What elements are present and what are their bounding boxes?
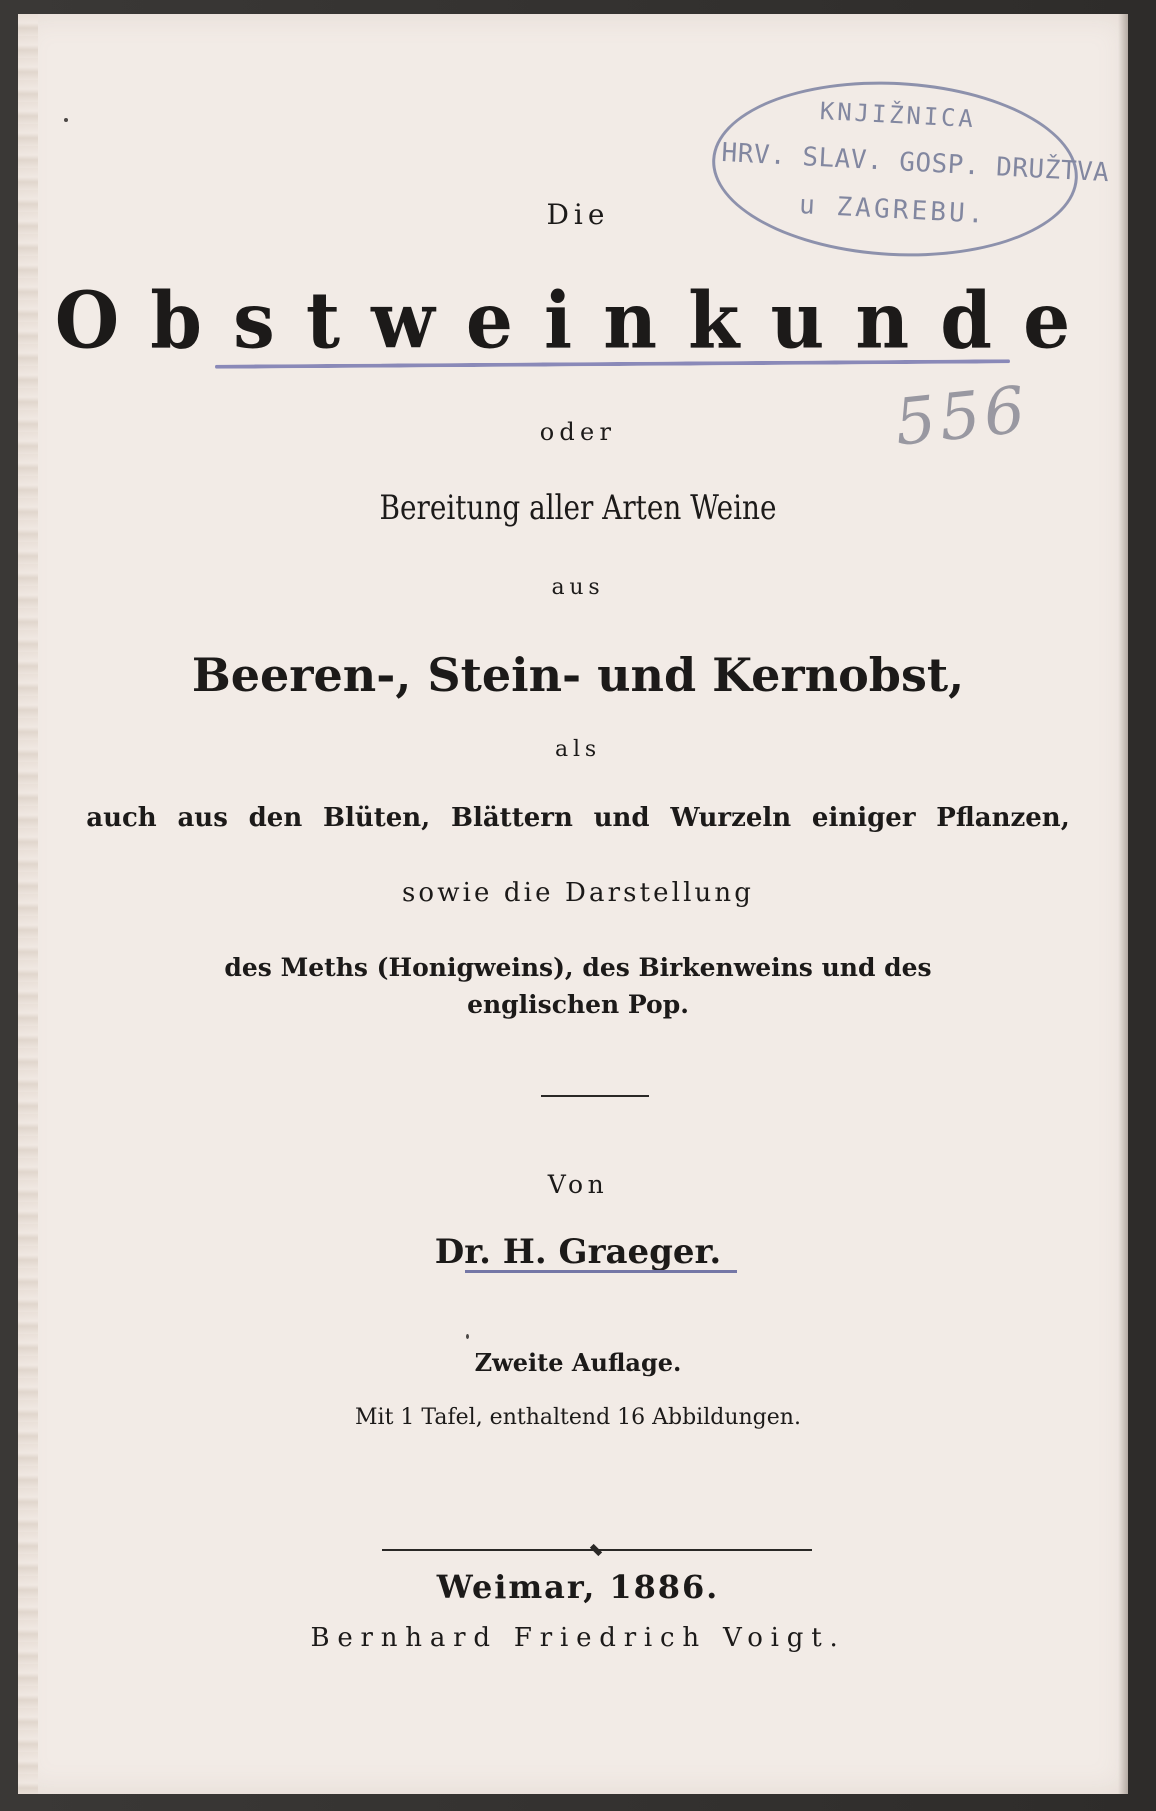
stamp-line-2: HRV. SLAV. GOSP. DRUŽTVA bbox=[720, 137, 1111, 189]
book-title: Obstweinkunde bbox=[54, 275, 1102, 367]
short-divider bbox=[541, 1095, 649, 1097]
author-name: Dr. H. Graeger. bbox=[434, 1232, 722, 1272]
subtitle-beeren: Beeren-, Stein- und Kernobst, bbox=[191, 648, 965, 702]
edition: Zweite Auflage. bbox=[474, 1348, 682, 1377]
subtitle-bereitung: Bereitung aller Arten Weine bbox=[379, 488, 777, 528]
subtitle-als: als bbox=[555, 737, 601, 762]
stamp-line-3: u ZAGREBU. bbox=[798, 190, 988, 230]
stamp-line-1: KNJIŽNICA bbox=[819, 97, 977, 134]
title-article: Die bbox=[546, 198, 610, 231]
subtitle-sowie: sowie die Darstellung bbox=[401, 878, 755, 908]
subtitle-oder: oder bbox=[539, 418, 617, 446]
subtitle-auch: auch aus den Blüten, Blättern und Wurzeln einiger Pflanzen, bbox=[86, 803, 1070, 833]
author-von: Von bbox=[547, 1170, 609, 1199]
plates-note: Mit 1 Tafel, enthaltend 16 Abbildungen. bbox=[355, 1405, 801, 1430]
subtitle-englischen: englischen Pop. bbox=[467, 990, 689, 1019]
author-underline bbox=[465, 1270, 737, 1273]
paper-speck bbox=[64, 118, 68, 122]
subtitle-aus: aus bbox=[551, 575, 605, 600]
place-and-year: Weimar, 1886. bbox=[436, 1568, 720, 1606]
publisher: Bernhard Friedrich Voigt. bbox=[310, 1623, 846, 1653]
paper-speck bbox=[466, 1334, 469, 1339]
handwritten-shelfmark: 556 bbox=[891, 373, 1033, 461]
subtitle-meths: des Meths (Honigweins), des Birkenweins und des bbox=[224, 953, 932, 982]
